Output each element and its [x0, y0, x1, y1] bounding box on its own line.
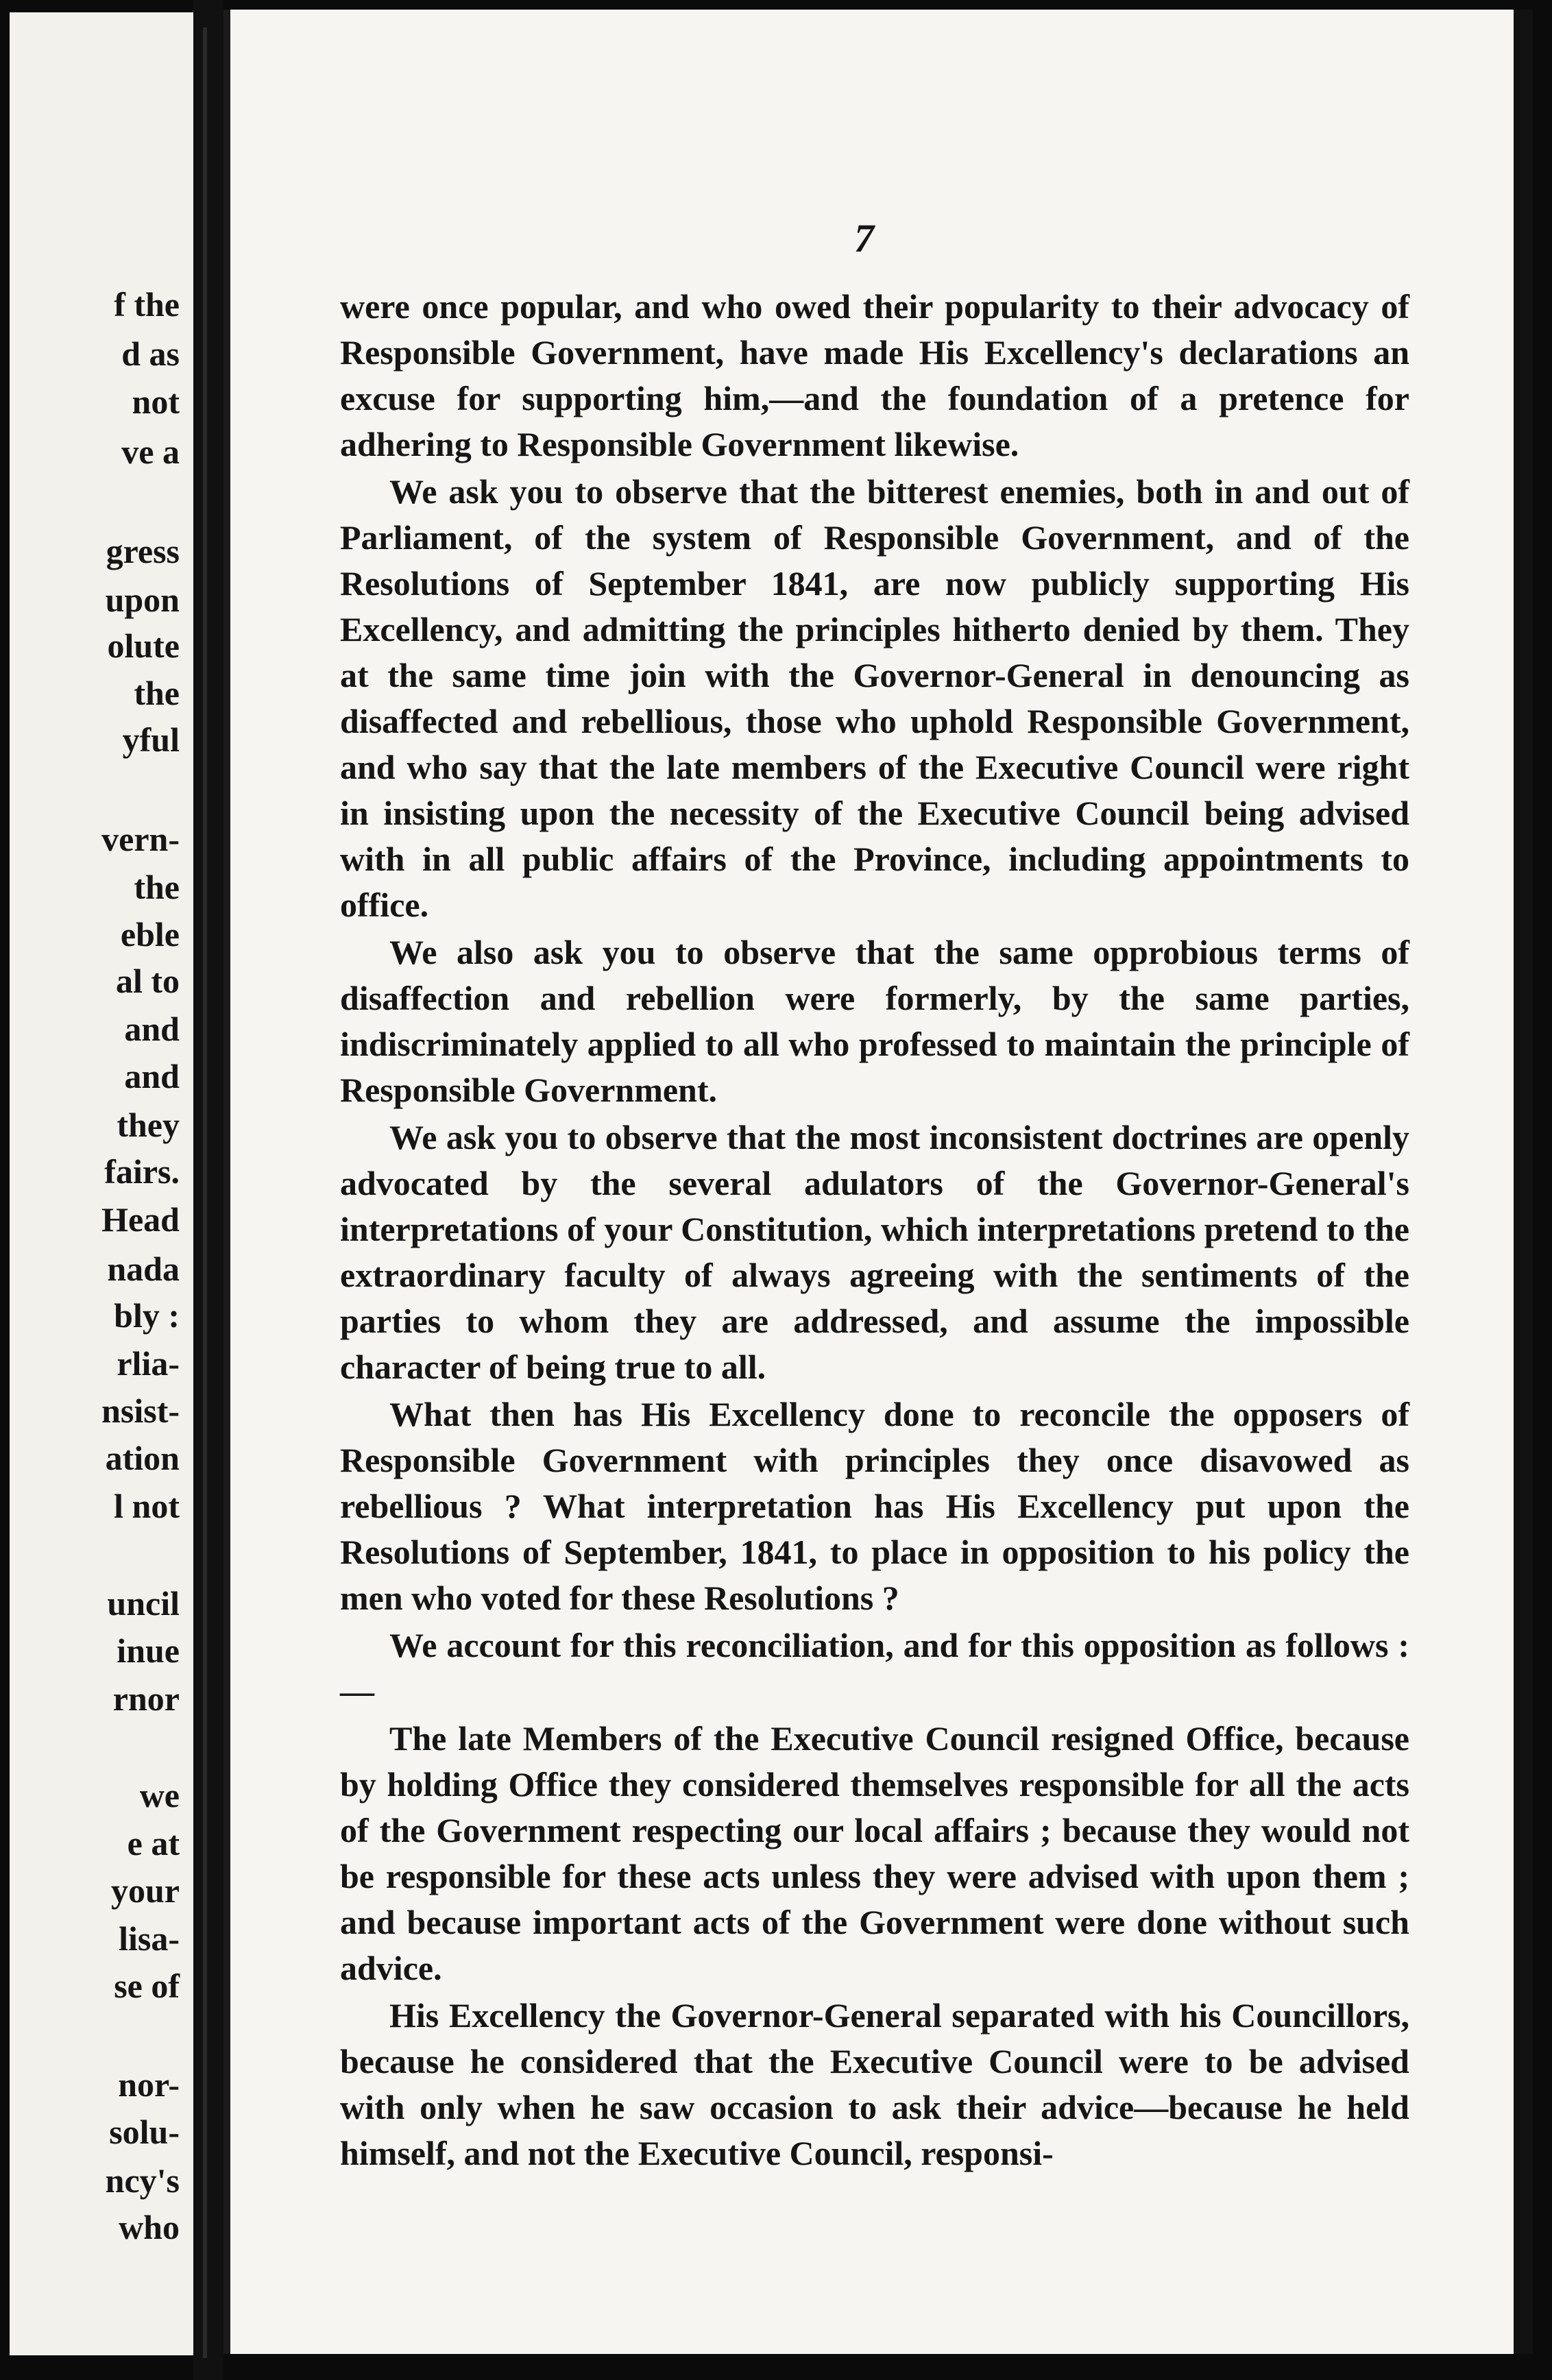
- facing-page-fragment: Head: [101, 1200, 180, 1239]
- facing-page-fragment: rlia-: [117, 1344, 180, 1383]
- paragraph: We account for this reconciliation, and for this opposition as follows :—: [340, 1626, 1409, 1710]
- paragraph: We ask you to observe that the most inconsistent doctrines are openly advocated by the several adulators of the Governor-General's interpretations of your Constitution, which interpretations pretend to the extraordinary faculty of always agreeing with the sentiments of the parties to whom they are addressed, and assume the impossible character of being true to all.: [340, 1118, 1409, 1386]
- facing-page-fragment: ve a: [121, 433, 180, 471]
- facing-page-fragment: uncil: [107, 1584, 180, 1623]
- facing-page-fragment: ncy's: [105, 2161, 180, 2200]
- facing-page-fragment: we: [139, 1776, 180, 1814]
- facing-page-fragment: the: [134, 674, 180, 712]
- book-gutter: [193, 0, 223, 2380]
- facing-page-fragment: rnor: [112, 1679, 180, 1718]
- facing-page-fragment: inue: [117, 1631, 180, 1670]
- facing-page-fragment: e at: [127, 1824, 180, 1862]
- facing-page-fragment: gress: [106, 532, 180, 570]
- facing-page-fragment: olute: [107, 627, 180, 665]
- paragraph: His Excellency the Governor-General separated with his Councillors, because he considered that the Executive Council were to be advised with only when he saw occasion to ask their advice—because he held himself, and not the Executive Council, responsi-: [340, 1996, 1409, 2172]
- paragraph: We ask you to observe that the bitterest enemies, both in and out of Parliament, of the system of Responsible Government, and of the Resolutions of September 1841, are now publicly supporting His Excellency, and admitting the principles hitherto denied by them. They at the same time join with the Governor-General in denouncing as disaffected and rebellious, those who uphold Responsible Government, and who say that the late members of the Executive Council were right in insisting upon the necessity of the Executive Council being advised with in all public affairs of the Province, including appointments to office.: [340, 472, 1409, 924]
- facing-page-fragment: solu-: [109, 2113, 180, 2151]
- facing-page-fragment: fairs.: [104, 1152, 180, 1191]
- facing-page-fragment: your: [111, 1871, 180, 1910]
- facing-page-fragment: nsist-: [101, 1392, 180, 1430]
- book-page: [223, 10, 1533, 2354]
- facing-page-fragment: they: [117, 1106, 180, 1144]
- facing-page-fragment: who: [119, 2208, 180, 2246]
- facing-page-fragment: f the: [114, 285, 180, 324]
- facing-page-fragment: al to: [115, 962, 180, 1000]
- paragraph: What then has His Excellency done to reconcile the opposers of Responsible Government with principles they once disavowed as rebellious ? What interpretation has His Excellency put upon the Resolutions of September, 1841, to place in opposition to his policy the men who voted for these Resolutions ?: [340, 1395, 1409, 1617]
- facing-page-fragment: lisa-: [119, 1919, 180, 1958]
- facing-page-fragment: and: [124, 1057, 180, 1095]
- facing-page-fragment: d as: [121, 335, 180, 373]
- facing-page-fragment: nada: [107, 1250, 180, 1288]
- facing-page-fragment: yful: [122, 720, 180, 759]
- paragraph: The late Members of the Executive Council resigned Office, because by holding Office they considered themselves responsible for all the acts of the Government respecting our local affairs ; because they would not be responsible for these acts unless they were advised with upon them ; and because important acts of the Government were done without such advice.: [340, 1719, 1409, 1987]
- facing-page-fragment: and: [124, 1010, 180, 1048]
- page-edge-shadow: [1514, 10, 1533, 2354]
- paragraph: were once popular, and who owed their popularity to their advocacy of Responsible Government, have made His Excellency's declarations an excuse for supporting him,—and the foundation of a pretence for adhering to Responsible Government likewise.: [340, 287, 1409, 463]
- page-body: [340, 284, 1409, 2178]
- facing-page-fragment: se of: [114, 1967, 180, 2005]
- facing-page-fragment: l not: [114, 1487, 180, 1525]
- facing-page-fragment: not: [132, 382, 180, 421]
- gutter-shadow: [203, 27, 207, 2358]
- paragraph: We also ask you to observe that the same opprobious terms of disaffection and rebellion were formerly, by the same parties, indiscriminately applied to all who professed to maintain the principle of Responsible Government.: [340, 933, 1409, 1109]
- facing-page-fragment: nor-: [118, 2065, 180, 2104]
- facing-page: [10, 12, 193, 2355]
- page-number: 7: [854, 216, 874, 260]
- facing-page-fragment: vern-: [101, 820, 180, 858]
- facing-page-fragments: [10, 12, 193, 2355]
- facing-page-fragment: upon: [105, 581, 180, 619]
- facing-page-fragment: the: [134, 868, 180, 906]
- facing-page-fragment: ation: [105, 1439, 180, 1477]
- facing-page-fragment: bly :: [114, 1296, 180, 1335]
- facing-page-fragment: eble: [120, 915, 180, 954]
